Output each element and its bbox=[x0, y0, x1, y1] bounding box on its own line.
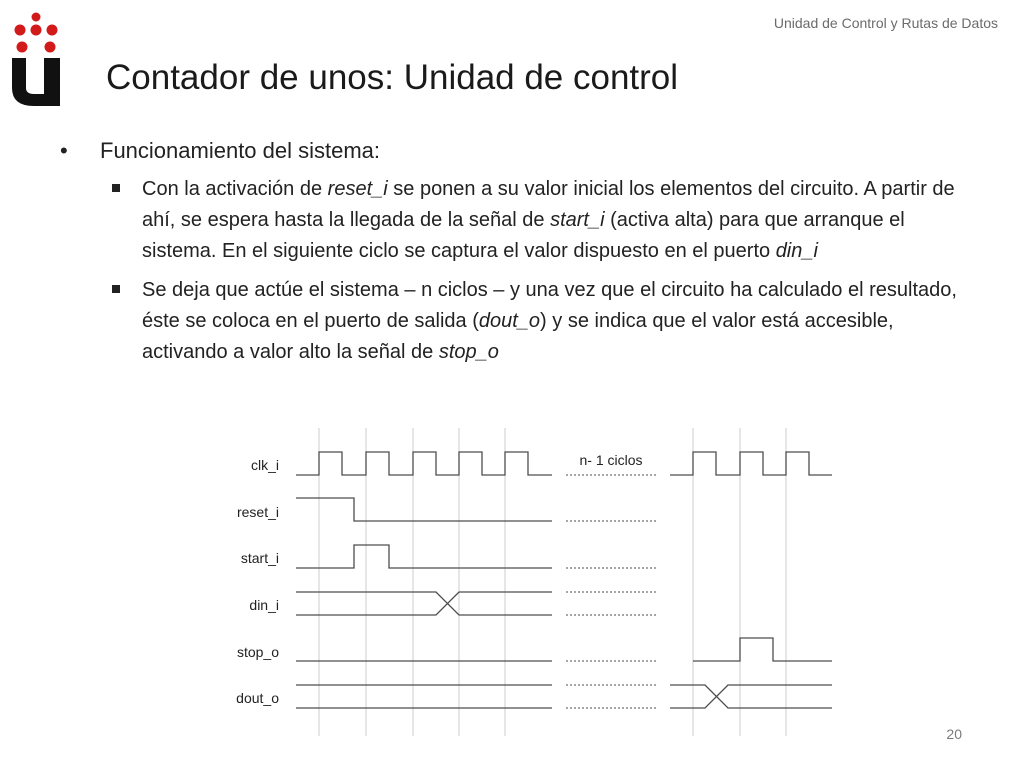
logo-dot bbox=[17, 42, 28, 53]
clk-wave bbox=[296, 452, 552, 475]
logo-dot bbox=[31, 25, 42, 36]
reset-wave bbox=[296, 498, 552, 521]
sub-bullet-text bbox=[142, 275, 970, 368]
text-segment: Se deja que actúe el sistema – n ciclos – y una vez que el circuito ha calculado el resultado, éste se coloca en el puerto de salida ( bbox=[142, 279, 957, 332]
gap-label: n- 1 ciclos bbox=[579, 452, 643, 468]
logo-letter-u bbox=[12, 58, 60, 106]
sub-bullet-list bbox=[112, 174, 970, 368]
section-header: Unidad de Control y Rutas de Datos bbox=[773, 15, 998, 31]
clk-wave-end bbox=[670, 452, 832, 475]
text-segment: ) y se indica que el valor está accesible, activando a valor alto la señal de bbox=[142, 310, 894, 363]
signal-name-start: start_i bbox=[550, 209, 605, 231]
dout-wave-end-top bbox=[670, 685, 832, 708]
bullet-dot-icon: • bbox=[60, 138, 68, 163]
sub-bullet bbox=[112, 174, 970, 267]
gap-dashes bbox=[566, 475, 658, 708]
logo-dot bbox=[15, 25, 26, 36]
sub-bullet-text bbox=[142, 174, 970, 267]
signal-name-stop: stop_o bbox=[438, 341, 499, 363]
university-logo bbox=[10, 10, 62, 108]
signal-label-din: din_i bbox=[249, 597, 279, 613]
start-wave bbox=[296, 545, 552, 568]
page-number: 20 bbox=[946, 726, 962, 742]
main-bullet-text: Funcionamiento del sistema: bbox=[100, 138, 381, 163]
text-segment: (activa alta) para que arranque el sistema. En el siguiente ciclo se captura el valor dispuesto en el puerto bbox=[142, 209, 905, 262]
signal-name-dout: dout_o bbox=[478, 310, 541, 332]
sub-bullet bbox=[112, 275, 970, 368]
slide-title: Contador de unos: Unidad de control bbox=[106, 58, 679, 97]
signal-labels bbox=[236, 457, 279, 706]
signal-name-din: din_i bbox=[775, 240, 818, 262]
logo-dot bbox=[32, 13, 41, 22]
dout-wave-end-bottom bbox=[670, 685, 832, 708]
signal-label-clk: clk_i bbox=[250, 457, 279, 473]
signal-name-reset: reset_i bbox=[327, 178, 388, 200]
stop-wave-end bbox=[693, 638, 832, 661]
signal-label-start: start_i bbox=[240, 550, 279, 566]
timing-diagram bbox=[200, 420, 850, 740]
waveforms bbox=[296, 452, 832, 708]
square-bullet-icon bbox=[112, 184, 120, 192]
square-bullet-icon bbox=[112, 285, 120, 293]
text-segment: se ponen a su valor inicial los elementos del circuito. A partir de ahí, se espera hasta la llegada de la señal de bbox=[142, 178, 955, 231]
din-wave-top bbox=[296, 592, 552, 615]
logo-dot bbox=[47, 25, 58, 36]
signal-label-dout: dout_o bbox=[236, 690, 279, 706]
signal-label-stop: stop_o bbox=[236, 644, 279, 660]
din-wave-bottom bbox=[296, 592, 552, 615]
logo-dot bbox=[45, 42, 56, 53]
main-bullet bbox=[60, 136, 970, 166]
signal-label-reset: reset_i bbox=[236, 504, 279, 520]
slide-content bbox=[60, 136, 970, 376]
text-segment: Con la activación de bbox=[142, 178, 328, 200]
